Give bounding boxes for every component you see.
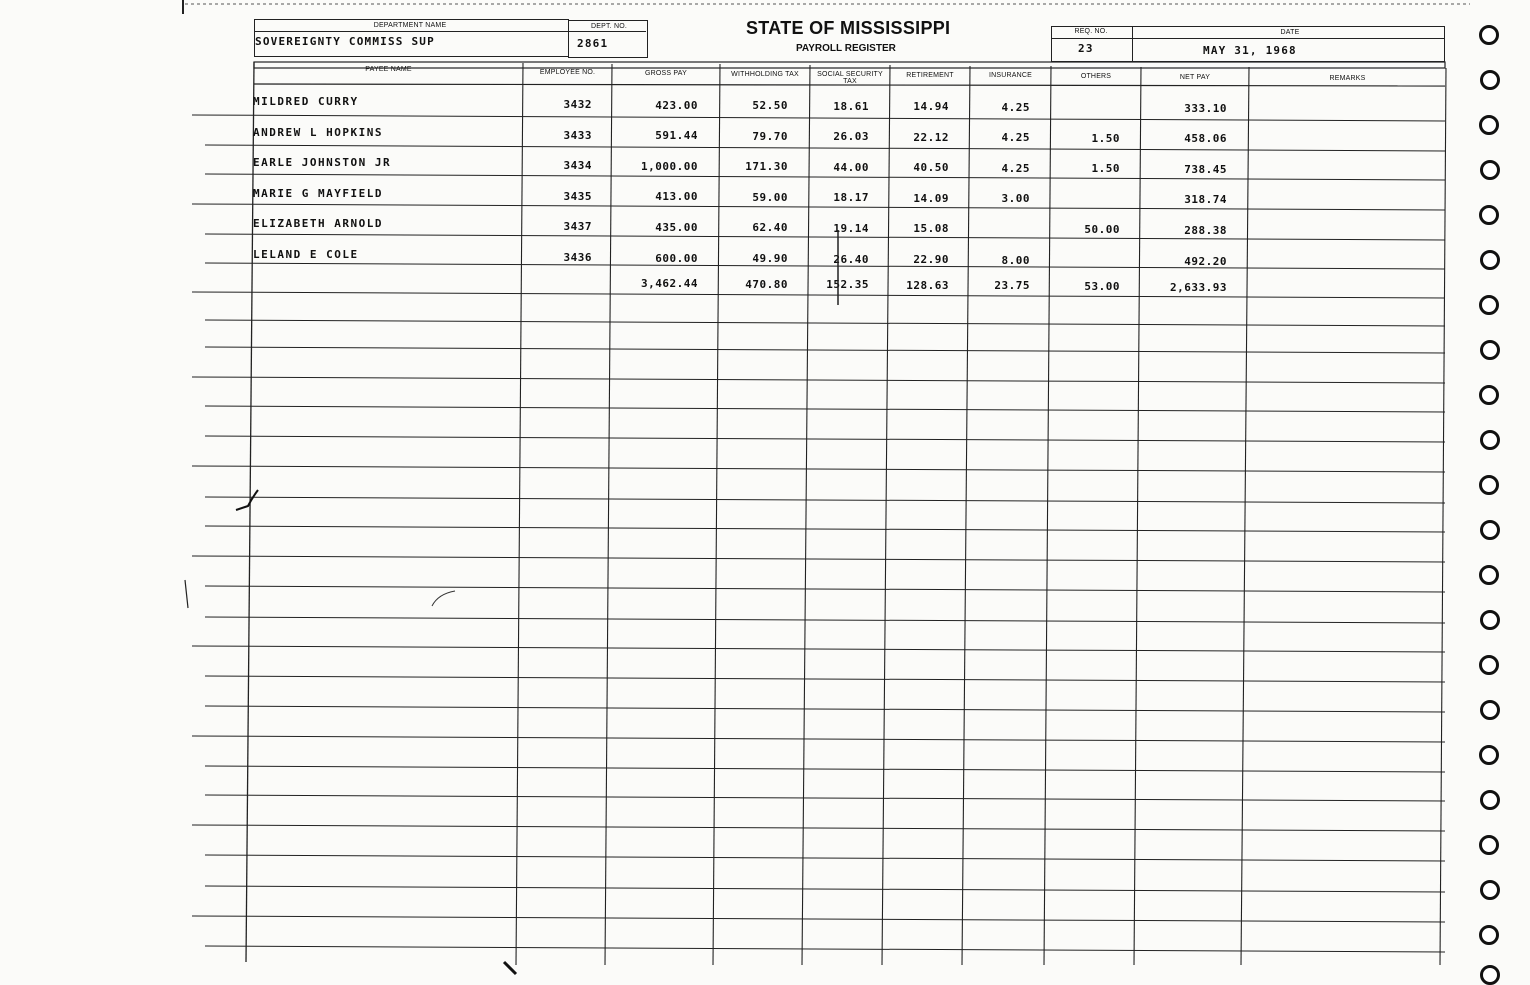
cell-insurance: 3.00 (1001, 192, 1030, 206)
page-title: STATE OF MISSISSIPPI (746, 18, 951, 38)
req-no-value: 23 (1078, 42, 1094, 55)
cell-gross: 1,000.00 (641, 159, 698, 173)
cell-net: 738.45 (1184, 162, 1227, 176)
payee-name: LELAND E COLE (253, 248, 359, 261)
cell-social: 44.00 (833, 160, 869, 174)
cell-emp-no: 3433 (563, 128, 592, 142)
cell-gross: 435.00 (655, 220, 698, 234)
column-header: WITHHOLDING TAX (731, 71, 799, 78)
column-header: GROSS PAY (645, 70, 687, 77)
cell-retirement: 22.90 (913, 253, 949, 266)
payee-name: MILDRED CURRY (253, 95, 359, 108)
cell-others: 1.50 (1091, 131, 1120, 145)
page-subtitle: PAYROLL REGISTER (796, 43, 896, 54)
column-header: INSURANCE (988, 72, 1033, 79)
cell-others: 50.00 (1084, 223, 1120, 237)
cell-gross: 600.00 (655, 251, 698, 265)
column-header: OTHERS (1080, 73, 1112, 80)
cell-social: 26.40 (833, 252, 869, 266)
dept-no-value: 2861 (577, 37, 609, 50)
column-header: REMARKS (1329, 75, 1366, 82)
cell-withholding: 52.50 (752, 99, 788, 112)
cell-retirement: 14.94 (913, 100, 949, 113)
cell-gross: 591.44 (655, 129, 698, 143)
date-value: MAY 31, 1968 (1203, 44, 1297, 57)
cell-insurance: 4.25 (1001, 131, 1030, 145)
department-value: SOVEREIGNTY COMMISS SUP (255, 35, 435, 48)
column-header: PAYEE NAME (365, 66, 412, 73)
cell-social: 18.61 (833, 99, 869, 113)
cell-gross: 423.00 (655, 98, 698, 112)
total-withholding: 470.80 (745, 277, 788, 291)
cell-withholding: 59.00 (752, 190, 788, 204)
cell-withholding: 79.70 (752, 129, 788, 143)
cell-net: 333.10 (1184, 101, 1227, 115)
total-social: 152.35 (826, 278, 869, 292)
cell-retirement: 40.50 (913, 161, 949, 175)
department-label: DEPARTMENT NAME (373, 22, 447, 29)
cell-emp-no: 3436 (563, 251, 592, 264)
cell-emp-no: 3437 (563, 220, 592, 234)
cell-gross: 413.00 (655, 190, 698, 204)
cell-net: 492.20 (1184, 254, 1227, 268)
column-header: EMPLOYEE NO. (539, 69, 596, 76)
cell-emp-no: 3434 (563, 159, 592, 173)
cell-retirement: 22.12 (913, 130, 949, 144)
cell-insurance: 4.25 (1001, 161, 1030, 175)
cell-retirement: 15.08 (913, 222, 949, 236)
cell-net: 458.06 (1184, 132, 1227, 146)
cell-withholding: 62.40 (752, 221, 788, 235)
cell-withholding: 49.90 (752, 252, 788, 265)
total-gross: 3,462.44 (641, 277, 698, 290)
payee-name: MARIE G MAYFIELD (253, 186, 383, 200)
cell-insurance: 8.00 (1001, 253, 1030, 267)
payee-name: ELIZABETH ARNOLD (253, 217, 383, 231)
date-label: DATE (1280, 29, 1300, 36)
cell-social: 19.14 (833, 221, 869, 235)
total-net: 2,633.93 (1170, 280, 1227, 294)
cell-net: 288.38 (1184, 223, 1227, 237)
cell-net: 318.74 (1184, 193, 1227, 207)
cell-retirement: 14.09 (913, 191, 949, 205)
cell-social: 18.17 (833, 191, 869, 205)
dept-no-label: DEPT. NO. (590, 23, 628, 30)
cell-others: 1.50 (1091, 162, 1120, 176)
total-insurance: 23.75 (994, 279, 1030, 293)
column-header: NET PAY (1179, 74, 1211, 81)
req-no-label: REQ. NO. (1074, 28, 1108, 35)
payee-name: EARLE JOHNSTON JR (253, 156, 392, 170)
cell-insurance: 4.25 (1001, 100, 1030, 114)
cell-emp-no: 3432 (563, 98, 592, 111)
column-header: RETIREMENT (906, 72, 954, 79)
cell-withholding: 171.30 (745, 160, 788, 174)
total-others: 53.00 (1084, 280, 1120, 293)
payee-name: ANDREW L HOPKINS (253, 125, 383, 139)
total-retirement: 128.63 (906, 278, 949, 292)
column-header: SOCIAL SECURITY TAX (817, 71, 883, 85)
cell-social: 26.03 (833, 130, 869, 144)
cell-emp-no: 3435 (563, 189, 592, 203)
